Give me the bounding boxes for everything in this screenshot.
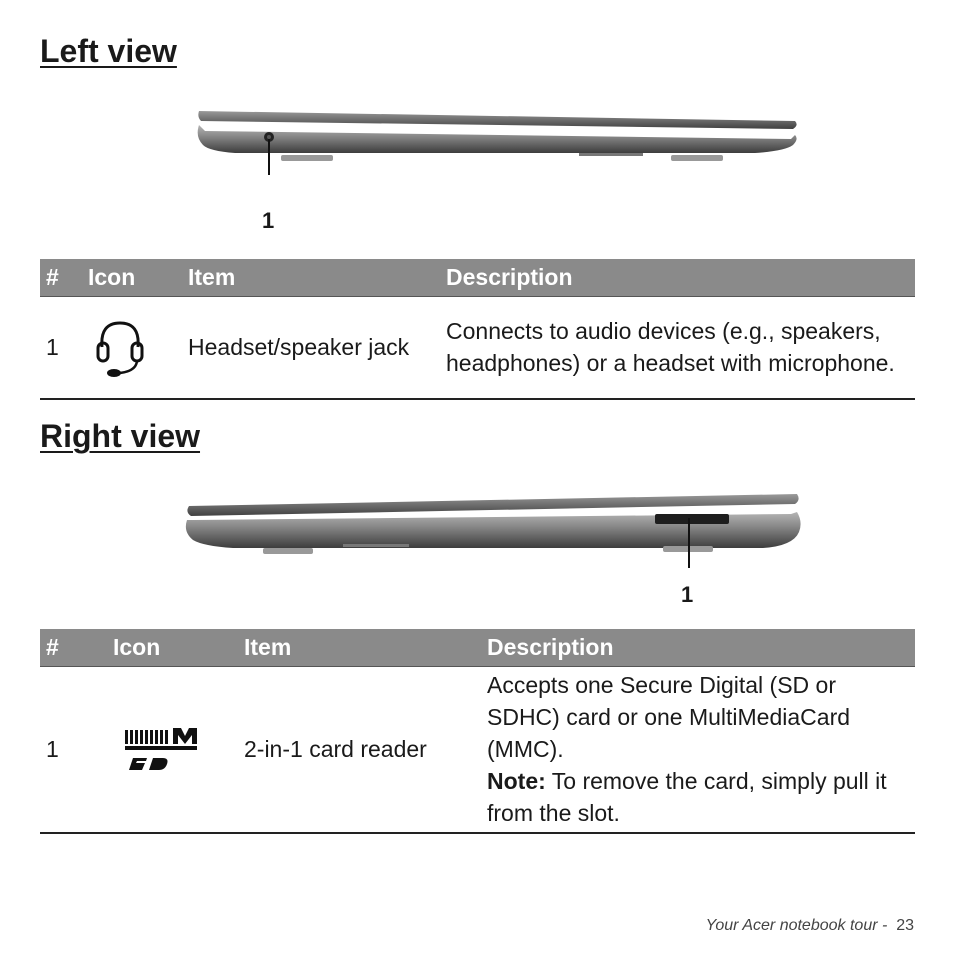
column-header-icon: Icon	[82, 259, 182, 297]
column-header-number: #	[40, 259, 82, 297]
column-header-item: Item	[182, 259, 440, 297]
note-label: Note:	[487, 768, 546, 795]
laptop-left-side-image	[195, 105, 805, 175]
table-row	[40, 667, 915, 833]
multimediacard-sd-icon	[123, 726, 199, 772]
column-header-number: #	[40, 629, 107, 667]
page-number: 23	[896, 917, 914, 934]
left-view-callout-number: 1	[262, 208, 275, 233]
row-description: Connects to audio devices (e.g., speakers, headphones) or a headset with microphone.	[440, 297, 915, 399]
column-header-description: Description	[481, 629, 915, 667]
right-view-table	[40, 629, 915, 834]
note-text: To remove the card, simply pull it from the slot.	[487, 768, 887, 827]
right-view-callout-number: 1	[681, 582, 694, 607]
row-item: 2-in-1 card reader	[238, 667, 481, 833]
row-description: Accepts one Secure Digital (SD or SDHC) card or one MultiMediaCard (MMC).	[487, 672, 851, 763]
headset-icon	[90, 315, 150, 379]
left-view-table	[40, 259, 915, 400]
table-header-row	[40, 259, 915, 297]
page-footer	[706, 917, 914, 935]
footer-text: Your Acer notebook tour -	[705, 917, 888, 934]
table-header-row	[40, 629, 915, 667]
row-number: 1	[40, 667, 107, 833]
column-header-description: Description	[440, 259, 915, 297]
row-note	[487, 765, 909, 829]
left-view-heading: Left view	[40, 33, 177, 69]
row-number: 1	[40, 297, 82, 399]
right-view-heading: Right view	[40, 418, 201, 454]
laptop-right-side-image	[183, 488, 805, 568]
row-item: Headset/speaker jack	[182, 297, 440, 399]
column-header-icon: Icon	[107, 629, 238, 667]
table-row	[40, 297, 915, 399]
column-header-item: Item	[238, 629, 481, 667]
